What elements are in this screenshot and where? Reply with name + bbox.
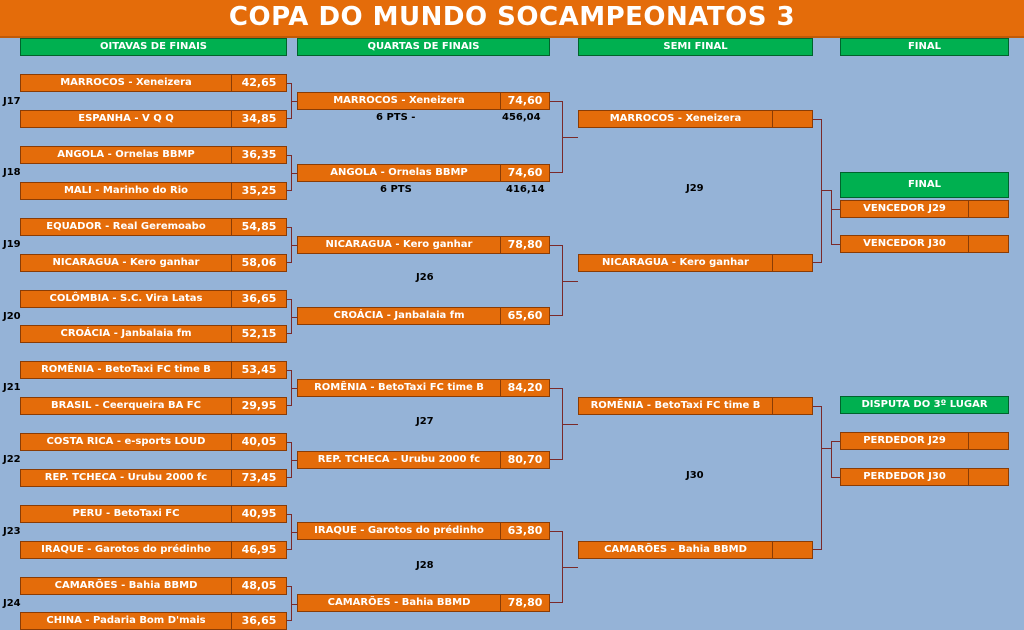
title-bar bbox=[0, 0, 1024, 38]
team-score: 63,80 bbox=[500, 523, 549, 539]
oitavas-team-13 bbox=[20, 505, 287, 523]
team-name: CAMARÕES - Bahia BBMD bbox=[604, 544, 747, 555]
team-name: VENCEDOR J29 bbox=[863, 203, 946, 214]
page-title: COPA DO MUNDO SOCAMPEONATOS 3 bbox=[228, 2, 796, 32]
team-name: EQUADOR - Real Geremoabo bbox=[46, 221, 206, 232]
team-score: 80,70 bbox=[500, 452, 549, 468]
team-name: NICARAGUA - Kero ganhar bbox=[602, 257, 749, 268]
team-score: 35,25 bbox=[231, 183, 286, 199]
third-place-header: DISPUTA DO 3º LUGAR bbox=[840, 396, 1009, 414]
team-score: 40,95 bbox=[231, 506, 286, 522]
match-label-quartas-4: J28 bbox=[416, 560, 434, 571]
team-name: CROÁCIA - Janbalaia fm bbox=[333, 310, 465, 321]
q2-points: 6 PTS bbox=[380, 184, 412, 195]
quartas-team-1 bbox=[297, 92, 550, 110]
oitavas-team-6 bbox=[20, 254, 287, 272]
team-name: CHINA - Padaria Bom D'mais bbox=[46, 615, 206, 626]
q1-total: 456,04 bbox=[502, 112, 541, 123]
final-team-1 bbox=[840, 200, 1009, 218]
team-name: BRASIL - Ceerqueira BA FC bbox=[51, 400, 201, 411]
team-name: ROMÊNIA - BetoTaxi FC time B bbox=[41, 364, 211, 375]
header-quartas: QUARTAS DE FINAIS bbox=[297, 38, 550, 56]
connector-third-arm-2 bbox=[831, 477, 840, 478]
oitavas-team-14 bbox=[20, 541, 287, 559]
team-name: ROMÊNIA - BetoTaxi FC time B bbox=[314, 382, 484, 393]
connector-final bbox=[831, 190, 832, 244]
team-score: 84,20 bbox=[500, 380, 549, 396]
match-label-oitavas-6: J22 bbox=[3, 454, 21, 465]
connector-quartas-4 bbox=[550, 531, 563, 603]
team-name: REP. TCHECA - Urubu 2000 fc bbox=[44, 472, 208, 483]
team-name: CAMARÕES - Bahia BBMD bbox=[54, 580, 198, 591]
team-score: 65,60 bbox=[500, 308, 549, 324]
team-score: 74,60 bbox=[500, 165, 549, 181]
match-label-quartas-2: J26 bbox=[416, 272, 434, 283]
team-score: 36,65 bbox=[231, 613, 286, 629]
oitavas-team-5 bbox=[20, 218, 287, 236]
team-name: REP. TCHECA - Urubu 2000 fc bbox=[317, 454, 481, 465]
oitavas-team-9 bbox=[20, 361, 287, 379]
q1-points: 6 PTS - bbox=[376, 112, 416, 123]
team-name: CAMARÕES - Bahia BBMD bbox=[327, 597, 471, 608]
oitavas-team-2 bbox=[20, 110, 287, 128]
header-semi: SEMI FINAL bbox=[578, 38, 813, 56]
quartas-team-7 bbox=[297, 522, 550, 540]
connector-quartas-2 bbox=[550, 245, 563, 316]
team-name: ANGOLA - Ornelas BBMP bbox=[57, 149, 195, 160]
team-score bbox=[968, 236, 1008, 252]
team-name: PERDEDOR J30 bbox=[863, 471, 946, 482]
team-name: NICARAGUA - Kero ganhar bbox=[52, 257, 200, 268]
q2-total: 416,14 bbox=[506, 184, 545, 195]
team-score bbox=[772, 542, 812, 558]
match-label-oitavas-2: J18 bbox=[3, 167, 21, 178]
final-team-2 bbox=[840, 235, 1009, 253]
team-name: IRAQUE - Garotos do prédinho bbox=[314, 525, 484, 536]
semi-team-3 bbox=[578, 397, 813, 415]
team-name: ESPANHA - V Q Q bbox=[78, 113, 174, 124]
match-label-oitavas-5: J21 bbox=[3, 382, 21, 393]
team-score: 52,15 bbox=[231, 326, 286, 342]
team-score: 46,95 bbox=[231, 542, 286, 558]
match-label-oitavas-1: J17 bbox=[3, 96, 21, 107]
third-place-team-2 bbox=[840, 468, 1009, 486]
match-label-oitavas-3: J19 bbox=[3, 239, 21, 250]
team-score bbox=[772, 255, 812, 271]
match-label-oitavas-8: J24 bbox=[3, 598, 21, 609]
connector-quartas-out-3 bbox=[563, 424, 578, 425]
connector-third-in bbox=[822, 448, 831, 449]
team-name: MARROCOS - Xeneizera bbox=[60, 77, 192, 88]
connector-third-arm-1 bbox=[831, 441, 840, 442]
match-label-oitavas-4: J20 bbox=[3, 311, 21, 322]
team-name: VENCEDOR J30 bbox=[863, 238, 946, 249]
team-score: 53,45 bbox=[231, 362, 286, 378]
team-score: 58,06 bbox=[231, 255, 286, 271]
connector-final-in-1 bbox=[822, 190, 831, 191]
team-name: PERDEDOR J29 bbox=[863, 435, 946, 446]
connector-quartas-out-1 bbox=[563, 137, 578, 138]
team-name: MALI - Marinho do Rio bbox=[63, 185, 189, 196]
team-name: COLÔMBIA - S.C. Vira Latas bbox=[49, 293, 203, 304]
oitavas-team-7 bbox=[20, 290, 287, 308]
connector-semi-2 bbox=[813, 406, 822, 550]
connector-quartas-1 bbox=[550, 101, 563, 173]
team-score: 34,85 bbox=[231, 111, 286, 127]
team-score: 36,35 bbox=[231, 147, 286, 163]
connector-quartas-out-2 bbox=[563, 281, 578, 282]
semi-team-2 bbox=[578, 254, 813, 272]
team-score bbox=[772, 111, 812, 127]
oitavas-team-11 bbox=[20, 433, 287, 451]
oitavas-team-15 bbox=[20, 577, 287, 595]
team-score bbox=[968, 433, 1008, 449]
quartas-team-3 bbox=[297, 236, 550, 254]
semi-team-4 bbox=[578, 541, 813, 559]
team-score bbox=[968, 201, 1008, 217]
header-oitavas: OITAVAS DE FINAIS bbox=[20, 38, 287, 56]
quartas-team-8 bbox=[297, 594, 550, 612]
connector-third bbox=[831, 441, 832, 477]
connector-semi-1 bbox=[813, 119, 822, 263]
connector-final-arm-2 bbox=[831, 244, 840, 245]
oitavas-team-12 bbox=[20, 469, 287, 487]
third-place-team-1 bbox=[840, 432, 1009, 450]
team-name: CROÁCIA - Janbalaia fm bbox=[60, 328, 192, 339]
team-score: 29,95 bbox=[231, 398, 286, 414]
team-score: 78,80 bbox=[500, 595, 549, 611]
team-name: PERU - BetoTaxi FC bbox=[72, 508, 180, 519]
oitavas-team-16 bbox=[20, 612, 287, 630]
quartas-team-4 bbox=[297, 307, 550, 325]
oitavas-team-4 bbox=[20, 182, 287, 200]
team-score bbox=[772, 398, 812, 414]
team-score: 42,65 bbox=[231, 75, 286, 91]
connector-quartas-out-4 bbox=[563, 567, 578, 568]
final-box-header: FINAL bbox=[840, 172, 1009, 198]
match-label-semi-1: J29 bbox=[686, 183, 704, 194]
team-name: MARROCOS - Xeneizera bbox=[609, 113, 742, 124]
header-final: FINAL bbox=[840, 38, 1009, 56]
connector-final-arm-1 bbox=[831, 209, 840, 210]
match-label-oitavas-7: J23 bbox=[3, 526, 21, 537]
team-name: IRAQUE - Garotos do prédinho bbox=[41, 544, 211, 555]
team-name: ANGOLA - Ornelas BBMP bbox=[330, 167, 468, 178]
team-score: 78,80 bbox=[500, 237, 549, 253]
match-label-semi-2: J30 bbox=[686, 470, 704, 481]
match-label-quartas-3: J27 bbox=[416, 416, 434, 427]
quartas-team-6 bbox=[297, 451, 550, 469]
team-name: COSTA RICA - e-sports LOUD bbox=[46, 436, 206, 447]
oitavas-team-1 bbox=[20, 74, 287, 92]
semi-team-1 bbox=[578, 110, 813, 128]
quartas-team-2 bbox=[297, 164, 550, 182]
team-score: 40,05 bbox=[231, 434, 286, 450]
team-score: 54,85 bbox=[231, 219, 286, 235]
oitavas-team-8 bbox=[20, 325, 287, 343]
oitavas-team-10 bbox=[20, 397, 287, 415]
quartas-team-5 bbox=[297, 379, 550, 397]
team-score: 74,60 bbox=[500, 93, 549, 109]
team-score bbox=[968, 469, 1008, 485]
oitavas-team-3 bbox=[20, 146, 287, 164]
team-score: 73,45 bbox=[231, 470, 286, 486]
connector-quartas-3 bbox=[550, 388, 563, 460]
team-name: NICARAGUA - Kero ganhar bbox=[325, 239, 473, 250]
team-name: MARROCOS - Xeneizera bbox=[333, 95, 465, 106]
team-name: ROMÊNIA - BetoTaxi FC time B bbox=[590, 400, 761, 411]
team-score: 48,05 bbox=[231, 578, 286, 594]
team-score: 36,65 bbox=[231, 291, 286, 307]
